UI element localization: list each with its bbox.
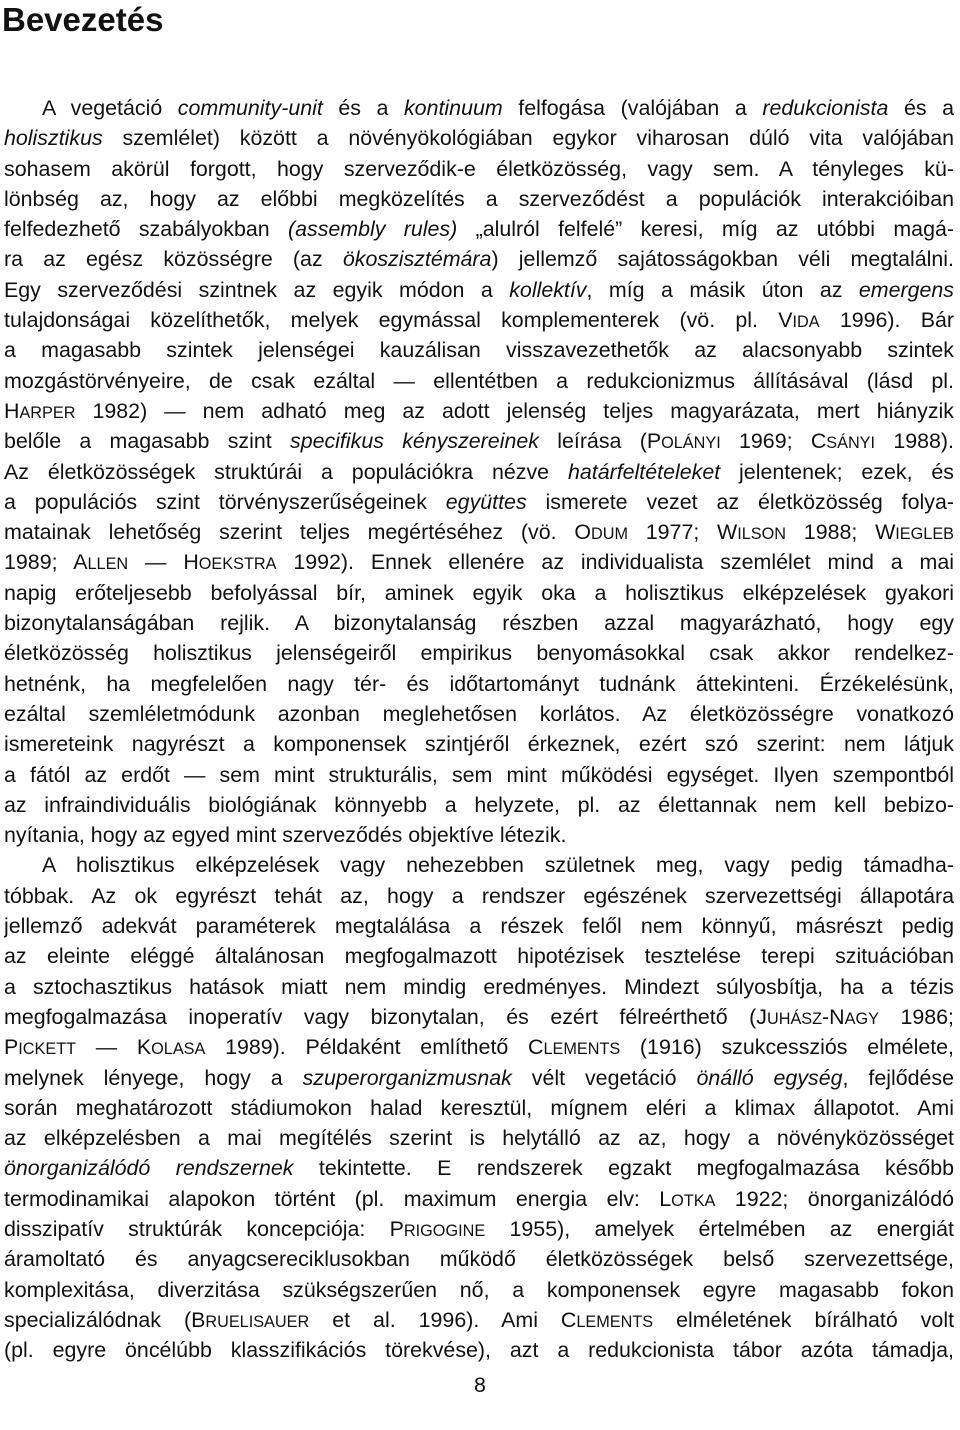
text-line — [4, 214, 954, 244]
text-run: 1922; önorganizálódó — [715, 1186, 954, 1211]
text-run: felfedezhető szabályokban — [4, 217, 288, 242]
text-line — [4, 396, 954, 426]
italic-term: community-unit — [177, 96, 323, 120]
page-number: 8 — [474, 1373, 486, 1397]
text-line — [4, 547, 954, 577]
text-run: a fától az erdőt — sem mint strukturális, sem mint működési egységet. Ilyen szempontból — [4, 762, 954, 787]
text-line — [4, 1184, 954, 1214]
text-line — [4, 669, 954, 699]
text-run: A vegetáció — [42, 96, 178, 120]
text-run: nyítania, hogy az egyed mint szerveződés objektíve létezik. — [4, 823, 567, 848]
text-line — [4, 517, 954, 547]
text-run: során meghatározott stádiumokon halad keresztül, mígnem eléri a klimax állapotot. Ami — [4, 1095, 954, 1120]
text-line — [4, 1063, 954, 1093]
text-run: et al. 1996). Ami C — [309, 1307, 577, 1332]
text-run: , fejlődése — [842, 1065, 954, 1090]
text-line — [4, 820, 954, 850]
text-line — [4, 1275, 954, 1305]
text-run: elméletének bírálható volt — [653, 1307, 954, 1332]
text-run: Az életközösségek struktúrái a populációkra nézve — [4, 459, 568, 484]
text-run: specializálódnak (B — [4, 1307, 206, 1332]
italic-term: önorganizálódó rendszernek — [4, 1156, 294, 1181]
body-text — [4, 93, 954, 1365]
author-name-smallcaps: ARPER — [19, 403, 76, 422]
italic-term: redukcionista — [762, 96, 889, 120]
text-line — [4, 244, 954, 274]
text-run: — K — [76, 1035, 152, 1060]
author-name-smallcaps: LEMENTS — [543, 1040, 621, 1059]
author-name-smallcaps: UHÁSZ — [766, 1009, 823, 1028]
section-heading: Bevezetés — [2, 1, 164, 38]
text-line — [4, 1123, 954, 1153]
text-run: , míg a másik úton az — [586, 277, 859, 302]
text-run: melynek lényege, hogy a — [4, 1065, 303, 1090]
text-line — [4, 487, 954, 517]
text-run: ismerete vezet az életközösség folya- — [526, 489, 954, 514]
text-run: 1988). — [875, 429, 954, 454]
text-line — [4, 1032, 954, 1062]
text-line — [4, 790, 954, 820]
text-run: H — [4, 398, 20, 423]
text-run: az eleinte eléggé általánosan megfogalmazott hipotézisek tesztelése terepi szituációban — [4, 944, 954, 969]
text-run: mozgástörvényeire, de csak ezáltal — ellentétben a redukcionizmus állításával (lásd pl. — [4, 368, 954, 393]
text-line — [4, 93, 954, 123]
text-run: a populációs szint törvényszerűségeinek — [4, 489, 446, 514]
text-run: termodinamikai alapokon történt (pl. maximum energia elv: L — [4, 1186, 672, 1211]
text-run: komplexitása, diverzitása szükségszerűen nő, a komponensek egyre magasabb fokon — [4, 1277, 954, 1302]
author-name-smallcaps: ILSON — [737, 525, 787, 544]
text-line — [4, 1002, 954, 1032]
text-run: 1988; W — [786, 520, 896, 545]
text-run: belőle a magasabb szint — [4, 429, 290, 454]
text-run: bizonytalanságában rejlik. A bizonytalanság részben azzal magyarázható, hogy egy — [4, 611, 954, 636]
text-run: leírása (P — [538, 429, 662, 454]
author-name-smallcaps: SÁNYI — [826, 434, 876, 453]
text-run: a sztochasztikus hatások miatt nem mindig eredményes. Mindezt súlyosbítja, ha a tézis — [4, 974, 954, 999]
text-run: 1989; A — [4, 550, 88, 575]
text-line — [4, 729, 954, 759]
text-line — [4, 184, 954, 214]
text-line — [4, 1214, 954, 1244]
author-name-smallcaps: OTKA — [671, 1191, 716, 1210]
text-run: 1982) — nem adható meg az adott jelenség teljes magyarázata, mert hiányzik — [75, 398, 954, 423]
text-line — [4, 1244, 954, 1274]
author-name-smallcaps: IDA — [792, 313, 820, 332]
text-run: tulajdonságai közelíthetők, melyek egymással komplementerek (vö. pl. V — [4, 308, 793, 333]
author-name-smallcaps: OLÁNYI — [661, 434, 721, 453]
text-line — [4, 1335, 954, 1365]
text-line — [4, 638, 954, 668]
text-run: 1996). Bár — [819, 308, 954, 333]
text-run: jelentenek; ezek, és — [720, 459, 954, 484]
author-name-smallcaps: LLEN — [87, 555, 129, 574]
text-run: hetnénk, ha megfelelően nagy tér- és időtartományt tudnánk áttekinteni. Érzékelésünk, — [4, 671, 954, 696]
italic-term: (assembly rules) — [287, 217, 458, 242]
text-line — [4, 608, 954, 638]
italic-term: szuperorganizmusnak — [302, 1065, 512, 1090]
text-line — [4, 972, 954, 1002]
italic-term: kontinuum — [403, 96, 503, 120]
text-run: az elképzelésben a mai megítélés szerint is helytálló az az, hogy a növényközösséget — [4, 1126, 954, 1151]
text-run: sohasem akörül forgott, hogy szerveződik-e életközösség, vagy sem. A tényleges kü- — [4, 156, 954, 181]
text-run: megfogalmazása inoperatív vagy bizonytalan, és ezért félreérthető (J — [4, 1004, 767, 1029]
author-name-smallcaps: OEKSTRA — [198, 555, 277, 574]
text-run: -N — [822, 1004, 845, 1029]
text-run: felfogása (valójában a — [502, 96, 763, 120]
text-line — [4, 578, 954, 608]
text-run: és a — [888, 96, 954, 120]
text-line — [4, 335, 954, 365]
text-run: lönbség az, hogy az előbbi megközelítés a szerveződést a populációk interakcióiban — [4, 186, 954, 211]
text-run: ezáltal szemléletmódunk azonban meglehetősen korlátos. Az életközösségre vonatkozó — [4, 701, 954, 726]
author-name-smallcaps: OLASA — [151, 1040, 206, 1059]
text-line — [4, 275, 954, 305]
text-run: 1992). Ennek ellenére az individualista szemlélet mind a mai — [276, 550, 954, 575]
text-run: 1955), amelyek értelmében az energiát — [485, 1216, 954, 1241]
text-run: ismereteink nagyrészt a komponensek szintjéről érkeznek, ezért szó szerint: nem látjuk — [4, 732, 954, 757]
text-run: vélt vegetáció — [511, 1065, 697, 1090]
italic-term: ökoszisztémára — [342, 247, 492, 272]
text-line — [4, 154, 954, 184]
text-run: (pl. egyre öncélúbb klasszifikációs törekvése), azt a redukcionista tábor azóta támadja, — [4, 1338, 954, 1363]
author-name-smallcaps: DUM — [590, 525, 628, 544]
text-run: Egy szerveződési szintnek az egyik módon a — [4, 277, 510, 302]
text-run: áramoltató és anyagcsereciklusokban működő életközösségek belső szervezettsége, — [4, 1247, 954, 1272]
text-run: disszipatív struktúrák koncepciója: P — [4, 1216, 404, 1241]
italic-term: specifikus kényszereinek — [290, 429, 539, 454]
text-run: napig erőteljesebb befolyással bír, aminek egyik oka a holisztikus elképzelések gyakori — [4, 580, 954, 605]
author-name-smallcaps: AGY — [844, 1009, 879, 1028]
author-name-smallcaps: IEGLEB — [895, 525, 954, 544]
text-line — [4, 1153, 954, 1183]
text-line — [4, 305, 954, 335]
text-run: szemlélet) között a növényökológiában egykor viharosan dúló vita valójában — [102, 126, 954, 151]
author-name-smallcaps: LEMENTS — [576, 1312, 654, 1331]
author-name-smallcaps: RIGOGINE — [403, 1221, 486, 1240]
text-run: ra az egész közösségre (az — [4, 247, 343, 272]
text-line — [4, 1093, 954, 1123]
text-line — [4, 1305, 954, 1335]
text-run: az infraindividuális biológiának könnyebb a helyzete, pl. az élettannak nem kell bebizo- — [4, 792, 954, 817]
text-run: „alulról felfelé” keresi, míg az utóbbi magá- — [457, 217, 954, 242]
text-run: matainak lehetőség szerint teljes megértéséhez (vö. O — [4, 520, 591, 545]
italic-term: határfeltételeket — [567, 459, 721, 484]
text-line — [4, 457, 954, 487]
italic-term: kollektív — [509, 277, 587, 302]
text-run: tekintette. E rendszerek egzakt megfogalmazása később — [293, 1156, 954, 1181]
italic-term: holisztikus — [4, 126, 103, 151]
text-run: 1986; — [878, 1004, 954, 1029]
text-run: ) jellemző sajátosságokban véli megtalálni. — [491, 247, 954, 272]
text-run: — H — [128, 550, 199, 575]
author-name-smallcaps: ICKETT — [18, 1040, 77, 1059]
text-line — [4, 911, 954, 941]
text-run: jellemző adekvát paraméterek megtalálása a részek felől nem könnyű, másrészt pedig — [4, 914, 954, 939]
text-line — [4, 850, 954, 880]
text-run: (1916) szukcessziós elmélete, — [620, 1035, 954, 1060]
text-line — [4, 760, 954, 790]
text-line — [4, 881, 954, 911]
italic-term: emergens — [858, 277, 954, 302]
text-run: életközösség holisztikus jelenségeiről empirikus benyomásokkal csak akkor rendelkez- — [4, 641, 954, 666]
text-run: 1977; W — [627, 520, 738, 545]
author-name-smallcaps: RUELISAUER — [205, 1312, 310, 1331]
text-line — [4, 123, 954, 153]
text-line — [4, 426, 954, 456]
italic-term: együttes — [445, 489, 527, 514]
text-line — [4, 941, 954, 971]
text-run: 1969; C — [720, 429, 827, 454]
text-run: A holisztikus elképzelések vagy nehezebben születnek meg, vagy pedig támadha- — [42, 853, 954, 878]
text-run: a magasabb szintek jelenségei kauzálisan visszavezethetők az alacsonyabb szintek — [4, 338, 954, 363]
text-run: és a — [322, 96, 404, 120]
text-run: P — [4, 1035, 19, 1060]
text-run: 1989). Példaként említhető C — [205, 1035, 544, 1060]
text-line — [4, 699, 954, 729]
italic-term: önálló egység — [696, 1065, 843, 1090]
text-line — [4, 366, 954, 396]
text-run: tóbbak. Az ok egyrészt tehát az, hogy a rendszer egészének szervezettségi állapotára — [4, 883, 954, 908]
